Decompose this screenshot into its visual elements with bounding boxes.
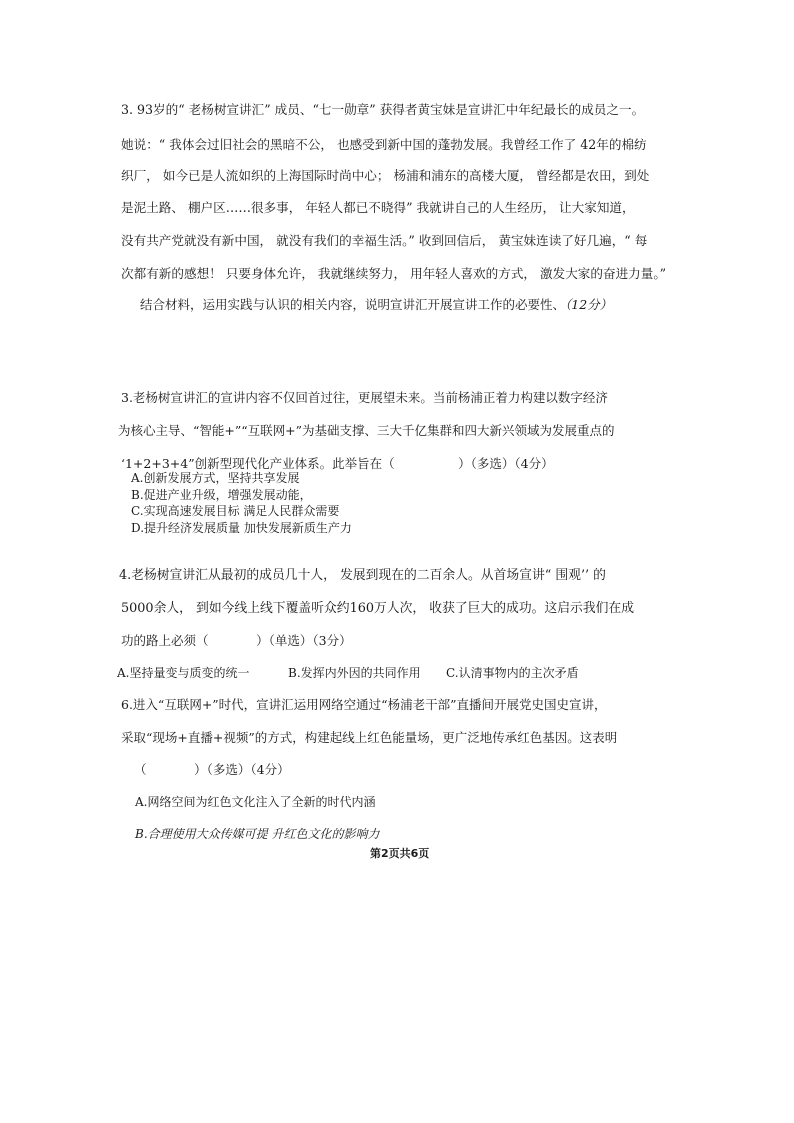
q3a-instruction (140, 297, 612, 313)
q6-line-3: （ ）（多选）（4分） (134, 762, 290, 777)
q3a-line-4: 是泥土路、 棚户区……很多事， 年轻人都已不晓得” 我就讲自己的人生经历， 让大家知道， (121, 200, 635, 215)
page-number: 第2页共6页 (370, 847, 430, 860)
q3b-option-c: C.实现高速发展目标 满足人民群众需要 (131, 504, 340, 518)
q3b-option-d: D.提升经济发展质量 加快发展新质生产力 (131, 521, 352, 535)
q3a-line-6: 次都有新的感想！ 只要身体允许， 我就继续努力， 用年轻人喜欢的方式， 激发大家的奋进力量。” (121, 266, 667, 281)
q6-option-a: A.网络空间为红色文化注入了全新的时代内涵 (135, 795, 376, 809)
q6-line-2: 采取“现场+直播+视频”的方式，构建起线上红色能量场，更广泛地传承红色基因。这表明 (121, 730, 618, 745)
q6-option-b: B.合理使用大众传媒可提 升红色文化的影响力 (135, 827, 380, 841)
q3a-line-2: 她说：“ 我体会过旧社会的黑暗不公， 也感受到新中国的蓬勃发展。我曾经工作了 42年的棉纺 (121, 137, 647, 152)
q3b-option-a: A.创新发展方式，坚持共享发展 (131, 471, 300, 485)
q3b-line-3: ‘1+2+3+4”创新型现代化产业体系。此举旨在（ ）（多选）（4分） (121, 456, 554, 471)
q4-option-c: C.认清事物内的主次矛盾 (446, 666, 579, 680)
q3b-option-b: B.促进产业升级，增强发展动能， (131, 488, 312, 502)
q3b-line-1: 3.老杨树宣讲汇的宣讲内容不仅回首过往，更展望未来。当前杨浦正着力构建以数字经济 (121, 390, 608, 405)
q4-line-2: 5000余人， 到如今线上线下覆盖听众约160万人次， 收获了巨大的成功。这启示我们在成 (121, 601, 635, 616)
q4-line-1: 4.老杨树宣讲汇从最初的成员几十人， 发展到现在的二百余人。从首场宣讲“ 围观’’ 的 (119, 568, 606, 583)
q3a-line-5: 没有共产党就没有新中国， 就没有我们的幸福生活。” 收到回信后， 黄宝妹连读了好几遍，“ 每 (121, 233, 648, 248)
q6-line-1: 6.进入“互联网+”时代，宣讲汇运用网络空通过“杨浦老干部”直播间开展党史国史宣讲， (121, 697, 607, 712)
q4-option-a: A.坚持量变与质变的统一 (117, 666, 250, 680)
q3a-instruction-text: 结合材料，运用实践与认识的相关内容，说明宣讲汇开展宣讲工作的必要性、 (140, 297, 566, 312)
q3b-line-2: 为核心主导、“智能+”“互联网+”为基础支撑、三大千亿集群和四大新兴领域为发展重点的 (118, 423, 615, 438)
q4-option-b: B.发挥内外因的共同作用 (288, 666, 421, 680)
q3a-score: （12分） (565, 297, 613, 312)
q4-line-3: 功的路上必须（ ）（单选）（3分） (121, 633, 352, 648)
q3a-line-3: 织厂， 如今已是人流如织的上海国际时尚中心； 杨浦和浦东的高楼大厦， 曾经都是农田，到处 (121, 168, 650, 183)
q3a-line-1: 3. 93岁的“ 老杨树宣讲汇” 成员、“七一勋章” 获得者黄宝妹是宣讲汇中年纪最长的成员之一。 (121, 102, 645, 117)
